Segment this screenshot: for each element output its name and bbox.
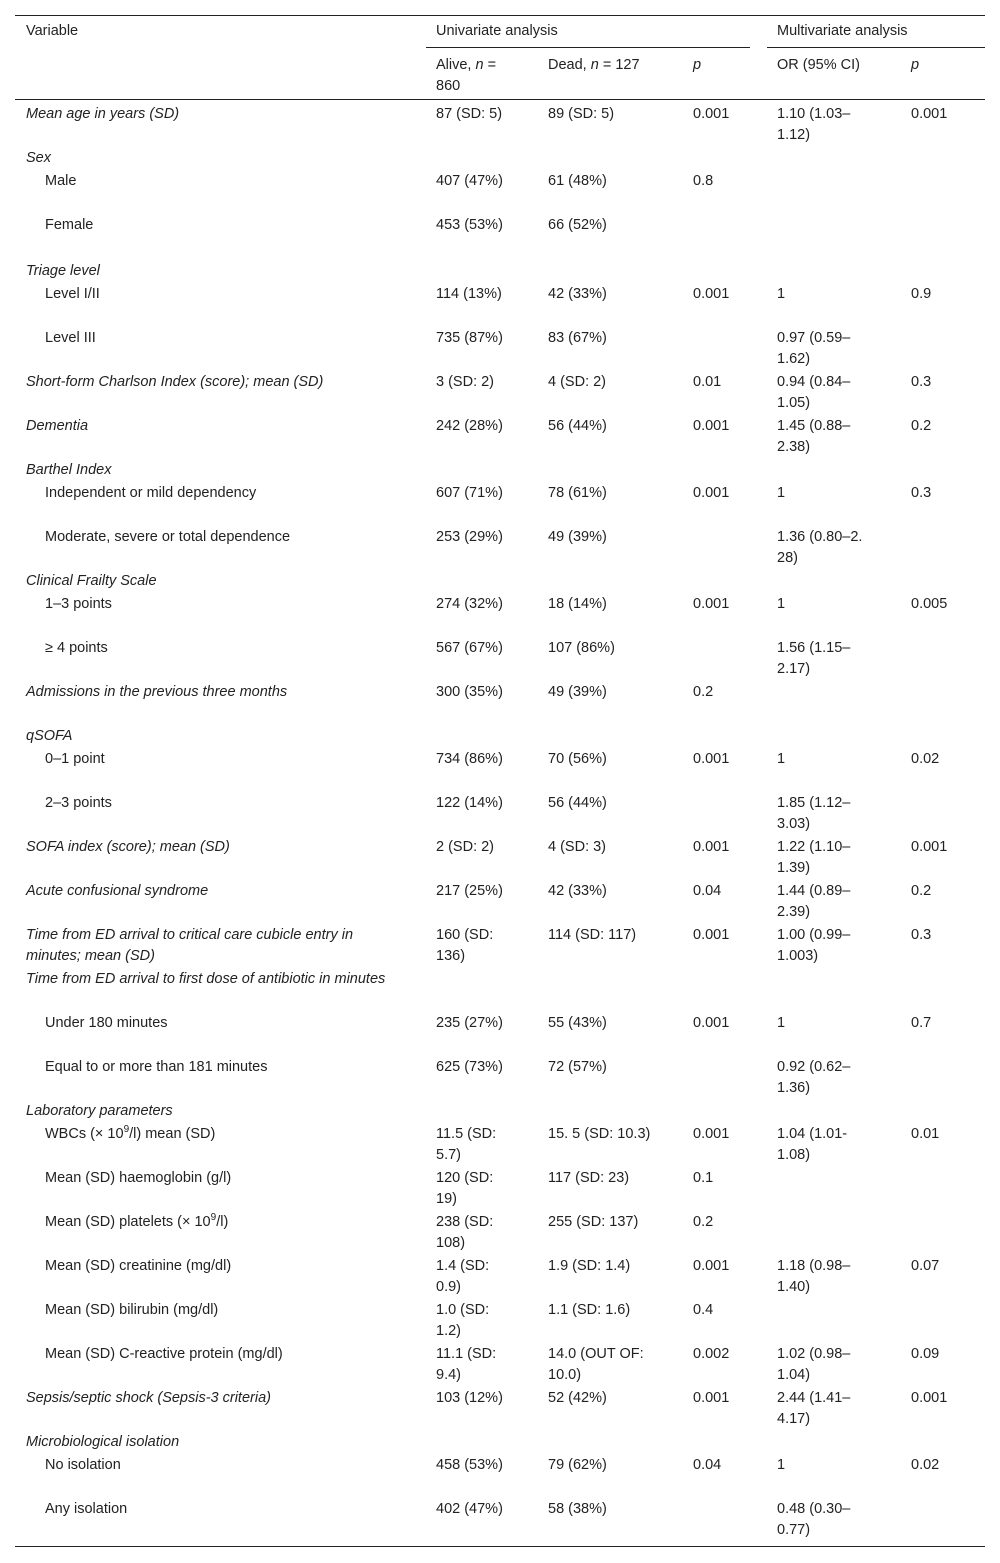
header-univariate: Univariate analysis xyxy=(436,23,558,39)
row-label: Mean (SD) creatinine (mg/dl) xyxy=(45,1258,232,1274)
cell-alive: 407 (47%) xyxy=(436,173,503,189)
cell-dead: 70 (56%) xyxy=(548,751,607,767)
cell-alive: 458 (53%) xyxy=(436,1457,503,1473)
cell-or: 1.56 (1.15–2.17) xyxy=(777,640,851,677)
cell-dead: 4 (SD: 3) xyxy=(548,839,607,855)
header-bottom-rule xyxy=(15,99,985,100)
cell-alive: 625 (73%) xyxy=(436,1059,503,1075)
cell-p-multivariate: 0.3 xyxy=(911,927,932,943)
cell-or: 2.44 (1.41–4.17) xyxy=(777,1390,851,1427)
row-label: Mean age in years (SD) xyxy=(26,106,180,122)
row-label: Short-form Charlson Index (score); mean (SD) xyxy=(26,374,324,390)
row-label: Under 180 minutes xyxy=(45,1015,168,1031)
cell-dead: 1.9 (SD: 1.4) xyxy=(548,1258,631,1274)
cell-dead: 107 (86%) xyxy=(548,640,615,656)
row-label: Time from ED arrival to first dose of antibiotic in minutes xyxy=(26,971,386,987)
cell-dead: 15. 5 (SD: 10.3) xyxy=(548,1126,651,1142)
cell-p-multivariate: 0.001 xyxy=(911,1390,948,1406)
row-label: 1–3 points xyxy=(45,596,112,612)
cell-dead: 255 (SD: 137) xyxy=(548,1214,639,1230)
cell-p-univariate: 0.001 xyxy=(693,286,730,302)
cell-p-multivariate: 0.07 xyxy=(911,1258,940,1274)
row-label: Mean (SD) haemoglobin (g/l) xyxy=(45,1170,232,1186)
cell-p-univariate: 0.2 xyxy=(693,1214,714,1230)
univariate-underline xyxy=(426,47,750,48)
cell-alive: 1.0 (SD: 1.2) xyxy=(436,1302,490,1339)
row-label: Acute confusional syndrome xyxy=(26,883,209,899)
header-p-univariate: p xyxy=(693,57,702,73)
cell-dead: 79 (62%) xyxy=(548,1457,607,1473)
cell-p-multivariate: 0.3 xyxy=(911,485,932,501)
row-label: Any isolation xyxy=(45,1501,128,1517)
cell-dead: 56 (44%) xyxy=(548,795,607,811)
cell-p-multivariate: 0.001 xyxy=(911,839,948,855)
row-label: Barthel Index xyxy=(26,462,112,478)
cell-or: 1.18 (0.98–1.40) xyxy=(777,1258,851,1295)
row-label: ≥ 4 points xyxy=(45,640,108,656)
row-label: Clinical Frailty Scale xyxy=(26,573,157,589)
cell-alive: 402 (47%) xyxy=(436,1501,503,1517)
cell-p-univariate: 0.001 xyxy=(693,1126,730,1142)
cell-dead: 55 (43%) xyxy=(548,1015,607,1031)
cell-p-multivariate: 0.09 xyxy=(911,1346,940,1362)
cell-or: 1.22 (1.10–1.39) xyxy=(777,839,851,876)
cell-alive: 274 (32%) xyxy=(436,596,503,612)
cell-or: 1.02 (0.98–1.04) xyxy=(777,1346,851,1383)
cell-or: 1.10 (1.03–1.12) xyxy=(777,106,851,143)
cell-or: 1 xyxy=(777,751,786,767)
row-label: Female xyxy=(45,217,94,233)
cell-or: 1 xyxy=(777,286,786,302)
row-label: SOFA index (score); mean (SD) xyxy=(26,839,230,855)
cell-p-univariate: 0.01 xyxy=(693,374,722,390)
cell-or: 1.36 (0.80–2. 28) xyxy=(777,529,863,566)
cell-or: 0.97 (0.59–1.62) xyxy=(777,330,851,367)
row-label: Male xyxy=(45,173,77,189)
cell-dead: 49 (39%) xyxy=(548,529,607,545)
cell-dead: 58 (38%) xyxy=(548,1501,607,1517)
cell-p-multivariate: 0.005 xyxy=(911,596,948,612)
cell-dead: 1.1 (SD: 1.6) xyxy=(548,1302,631,1318)
row-label: Laboratory parameters xyxy=(26,1103,173,1119)
header-or: OR (95% CI) xyxy=(777,57,860,73)
cell-dead: 78 (61%) xyxy=(548,485,607,501)
row-label: Admissions in the previous three months xyxy=(26,684,288,700)
cell-alive: 11.1 (SD: 9.4) xyxy=(436,1346,497,1383)
header-alive: Alive, n = 860 xyxy=(436,57,497,94)
cell-p-univariate: 0.001 xyxy=(693,1015,730,1031)
cell-p-multivariate: 0.02 xyxy=(911,751,940,767)
cell-or: 1 xyxy=(777,1457,786,1473)
cell-or: 0.92 (0.62–1.36) xyxy=(777,1059,851,1096)
cell-or: 1 xyxy=(777,596,786,612)
cell-p-univariate: 0.001 xyxy=(693,418,730,434)
row-label: WBCs (× $10^9/l$) mean (SD) xyxy=(45,1124,216,1142)
row-label: Mean (SD) platelets (× $10^9/l$) xyxy=(45,1212,229,1230)
row-label: Microbiological isolation xyxy=(26,1434,180,1450)
cell-dead: 42 (33%) xyxy=(548,286,607,302)
cell-dead: 14.0 (OUT OF: 10.0) xyxy=(548,1346,644,1383)
cell-p-multivariate: 0.9 xyxy=(911,286,932,302)
cell-alive: 3 (SD: 2) xyxy=(436,374,495,390)
cell-alive: 567 (67%) xyxy=(436,640,503,656)
cell-dead: 114 (SD: 117) xyxy=(548,927,637,943)
row-label: Independent or mild dependency xyxy=(45,485,257,501)
row-label: 2–3 points xyxy=(45,795,112,811)
cell-p-univariate: 0.001 xyxy=(693,106,730,122)
cell-alive: 253 (29%) xyxy=(436,529,503,545)
cell-or: 1 xyxy=(777,485,786,501)
cell-p-multivariate: 0.02 xyxy=(911,1457,940,1473)
cell-or: 1.85 (1.12–3.03) xyxy=(777,795,851,832)
cell-alive: 120 (SD: 19) xyxy=(436,1170,494,1207)
row-label: Sepsis/septic shock (Sepsis-3 criteria) xyxy=(26,1390,271,1406)
cell-alive: 122 (14%) xyxy=(436,795,503,811)
cell-dead: 49 (39%) xyxy=(548,684,607,700)
cell-p-univariate: 0.001 xyxy=(693,751,730,767)
cell-alive: 2 (SD: 2) xyxy=(436,839,495,855)
header-variable: Variable xyxy=(26,23,79,39)
cell-alive: 607 (71%) xyxy=(436,485,503,501)
cell-or: 0.94 (0.84–1.05) xyxy=(777,374,851,411)
cell-dead: 42 (33%) xyxy=(548,883,607,899)
row-label: Level III xyxy=(45,330,96,346)
cell-p-univariate: 0.001 xyxy=(693,485,730,501)
row-label: qSOFA xyxy=(26,728,73,744)
cell-p-multivariate: 0.2 xyxy=(911,883,932,899)
row-label: Triage level xyxy=(26,263,100,279)
cell-or: 1.44 (0.89–2.39) xyxy=(777,883,851,920)
cell-dead: 89 (SD: 5) xyxy=(548,106,615,122)
cell-dead: 61 (48%) xyxy=(548,173,607,189)
cell-p-multivariate: 0.2 xyxy=(911,418,932,434)
cell-or: 0.48 (0.30–0.77) xyxy=(777,1501,851,1538)
row-label: 0–1 point xyxy=(45,751,105,767)
cell-alive: 103 (12%) xyxy=(436,1390,503,1406)
table-bottom-rule xyxy=(15,1546,985,1547)
header-p-multivariate: p xyxy=(911,57,920,73)
cell-p-univariate: 0.001 xyxy=(693,1390,730,1406)
cell-p-multivariate: 0.001 xyxy=(911,106,948,122)
cell-p-univariate: 0.001 xyxy=(693,927,730,943)
cell-p-univariate: 0.04 xyxy=(693,1457,722,1473)
cell-p-univariate: 0.4 xyxy=(693,1302,714,1318)
table-top-rule xyxy=(15,15,985,16)
cell-or: 1.45 (0.88–2.38) xyxy=(777,418,851,455)
cell-alive: 453 (53%) xyxy=(436,217,503,233)
cell-dead: 18 (14%) xyxy=(548,596,607,612)
cell-p-univariate: 0.002 xyxy=(693,1346,730,1362)
header-multivariate: Multivariate analysis xyxy=(777,23,908,39)
cell-dead: 117 (SD: 23) xyxy=(548,1170,630,1186)
cell-p-univariate: 0.2 xyxy=(693,684,714,700)
cell-alive: 11.5 (SD: 5.7) xyxy=(436,1126,497,1163)
cell-alive: 300 (35%) xyxy=(436,684,503,700)
cell-or: 1.04 (1.01-1.08) xyxy=(777,1126,848,1163)
row-label: Time from ED arrival to critical care cubicle entry in minutes; mean (SD) xyxy=(26,927,354,964)
cell-p-multivariate: 0.3 xyxy=(911,374,932,390)
cell-p-univariate: 0.04 xyxy=(693,883,722,899)
row-label: Sex xyxy=(26,150,51,166)
cell-or: 1 xyxy=(777,1015,786,1031)
cell-dead: 83 (67%) xyxy=(548,330,607,346)
cell-p-multivariate: 0.01 xyxy=(911,1126,940,1142)
cell-alive: 242 (28%) xyxy=(436,418,503,434)
cell-p-univariate: 0.1 xyxy=(693,1170,714,1186)
cell-p-univariate: 0.001 xyxy=(693,596,730,612)
cell-p-univariate: 0.001 xyxy=(693,839,730,855)
cell-p-univariate: 0.001 xyxy=(693,1258,730,1274)
cell-dead: 66 (52%) xyxy=(548,217,607,233)
multivariate-underline xyxy=(767,47,985,48)
row-label: Moderate, severe or total dependence xyxy=(45,529,291,545)
cell-or: 1.00 (0.99–1.003) xyxy=(777,927,851,964)
cell-alive: 1.4 (SD: 0.9) xyxy=(436,1258,490,1295)
cell-dead: 56 (44%) xyxy=(548,418,607,434)
cell-alive: 734 (86%) xyxy=(436,751,503,767)
cell-alive: 735 (87%) xyxy=(436,330,503,346)
row-label: Equal to or more than 181 minutes xyxy=(45,1059,268,1075)
cell-dead: 72 (57%) xyxy=(548,1059,607,1075)
cell-p-multivariate: 0.7 xyxy=(911,1015,932,1031)
row-label: Level I/II xyxy=(45,286,100,302)
cell-p-univariate: 0.8 xyxy=(693,173,714,189)
cell-dead: 52 (42%) xyxy=(548,1390,607,1406)
cell-alive: 235 (27%) xyxy=(436,1015,503,1031)
cell-dead: 4 (SD: 2) xyxy=(548,374,607,390)
cell-alive: 160 (SD: 136) xyxy=(436,927,494,964)
row-label: No isolation xyxy=(45,1457,121,1473)
row-label: Mean (SD) bilirubin (mg/dl) xyxy=(45,1302,219,1318)
cell-alive: 238 (SD: 108) xyxy=(436,1214,494,1251)
cell-alive: 114 (13%) xyxy=(436,286,502,302)
header-dead: Dead, n = 127 xyxy=(548,57,640,73)
row-label: Dementia xyxy=(26,418,89,434)
cell-alive: 217 (25%) xyxy=(436,883,503,899)
cell-alive: 87 (SD: 5) xyxy=(436,106,503,122)
row-label: Mean (SD) C-reactive protein (mg/dl) xyxy=(45,1346,283,1362)
